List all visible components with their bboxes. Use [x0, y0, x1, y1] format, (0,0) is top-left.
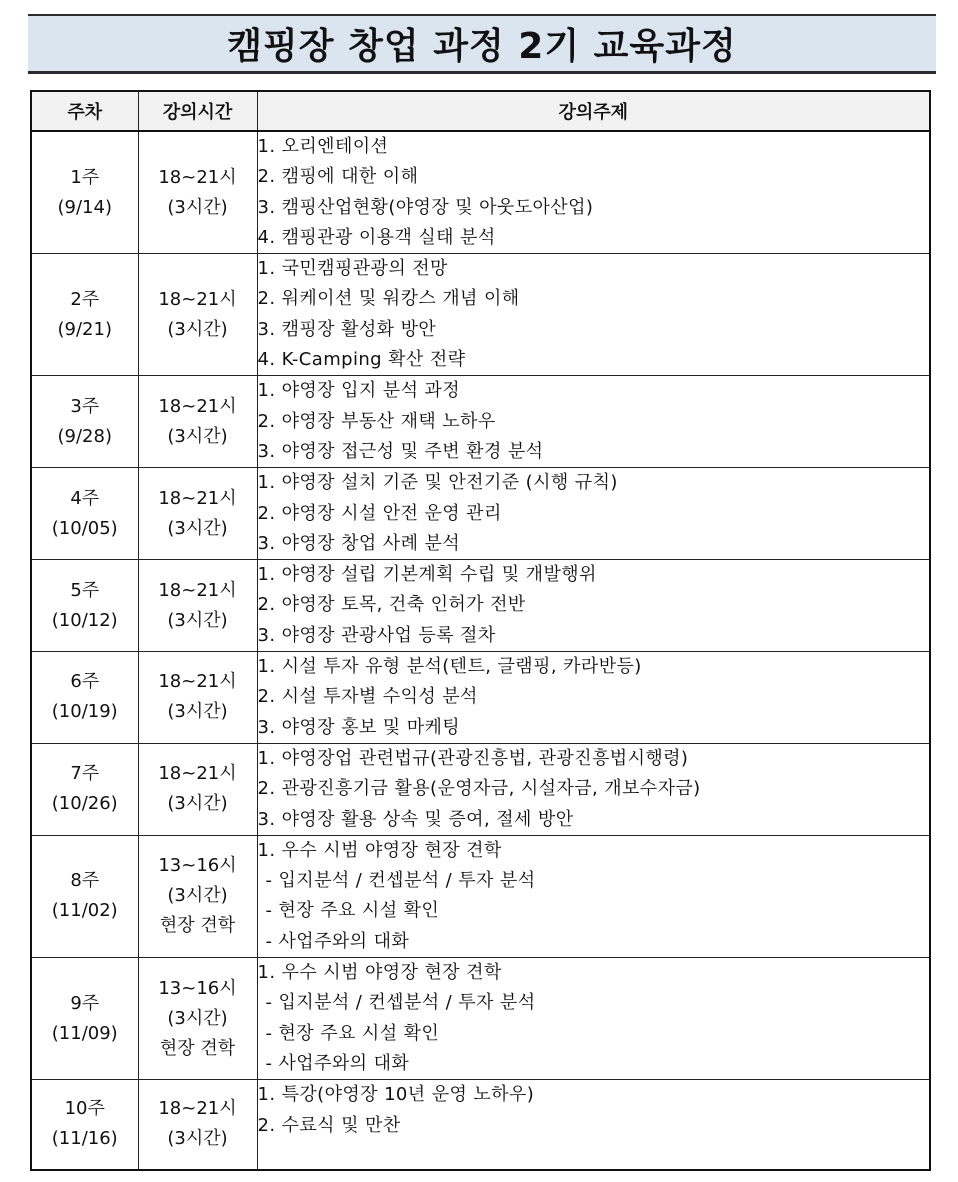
topic-item: 1. 오리엔테이션: [257, 136, 389, 157]
time-line: 18~21시: [158, 1098, 237, 1120]
topic-item: 4. K-Camping 확산 전략: [257, 349, 466, 371]
topic-item: 3. 야영장 창업 사례 분석: [257, 532, 461, 554]
topic-item: 3. 캠핑장 활성화 방안: [257, 318, 437, 340]
topic-item: 2. 야영장 부동산 재택 노하우: [257, 410, 496, 432]
header-time: 강의시간: [138, 91, 257, 131]
topic-item: 3. 야영장 관광사업 등록 절차: [257, 624, 496, 646]
topic-item: 2. 수료식 및 만찬: [257, 1114, 401, 1136]
topic-item: 3. 야영장 접근성 및 주변 환경 분석: [257, 440, 544, 462]
week-cell: [31, 131, 138, 254]
table-row: [31, 376, 930, 468]
table-row: [31, 835, 930, 957]
topic-item: - 현장 주요 시설 확인: [265, 1022, 440, 1044]
time-line: (3시간): [167, 517, 228, 539]
week-date: (11/02): [51, 900, 118, 922]
topic-item: - 현장 주요 시설 확인: [265, 900, 440, 922]
time-cell: [138, 1080, 257, 1170]
topic-item: 3. 야영장 홍보 및 마케팅: [257, 716, 461, 738]
table-row: [31, 254, 930, 376]
topic-item: 4. 캠핑관광 이용객 실태 분석: [257, 226, 496, 248]
week-label: 8주: [70, 870, 100, 892]
time-line: 13~16시: [158, 855, 237, 877]
time-line: (3시간): [167, 885, 228, 907]
topic-item: - 사업주와의 대화: [265, 930, 410, 952]
time-cell: [138, 560, 257, 652]
week-label: 5주: [70, 579, 100, 601]
week-date: (11/09): [51, 1022, 118, 1044]
topic-item: 3. 캠핑산업현황(야영장 및 아웃도아산업): [257, 196, 594, 218]
time-line: 18~21시: [158, 579, 237, 601]
week-date: (10/12): [51, 609, 118, 631]
time-line: 18~21시: [158, 395, 237, 417]
time-cell: [138, 254, 257, 376]
topic-item: 1. 우수 시범 야영장 현장 견학: [257, 839, 502, 861]
topic-cell: [257, 560, 930, 652]
week-label: 3주: [70, 395, 100, 417]
time-line: 18~21시: [158, 487, 237, 509]
time-line: (3시간): [167, 793, 228, 815]
topic-cell: [257, 254, 930, 376]
topic-item: 2. 워케이션 및 워캉스 개념 이해: [257, 288, 520, 310]
week-cell: [31, 376, 138, 468]
week-label: 9주: [70, 992, 100, 1014]
week-date: (10/19): [51, 701, 118, 723]
table-row: [31, 1080, 930, 1170]
time-cell: [138, 743, 257, 835]
time-line: 13~16시: [158, 977, 237, 999]
week-label: 2주: [70, 288, 100, 310]
topic-item: 1. 국민캠핑관광의 전망: [257, 258, 448, 280]
table-row: [31, 958, 930, 1080]
time-line: (3시간): [167, 701, 228, 723]
table-row: [31, 743, 930, 835]
week-date: (10/05): [51, 517, 118, 539]
topic-item: 1. 야영장 설립 기본계획 수립 및 개발행위: [257, 564, 597, 586]
topic-item: 2. 야영장 토목, 건축 인허가 전반: [257, 594, 526, 616]
topic-item: - 입지분석 / 컨셉분석 / 투자 분석: [265, 992, 536, 1014]
topic-item: - 사업주와의 대화: [265, 1052, 410, 1074]
title-banner: [28, 14, 936, 74]
week-cell: [31, 468, 138, 560]
topic-item: 1. 시설 투자 유형 분석(텐트, 글램핑, 카라반등): [257, 656, 642, 678]
header-row: [31, 91, 930, 131]
header-week: 주차: [31, 91, 138, 131]
time-cell: [138, 835, 257, 957]
time-line: (3시간): [167, 196, 228, 218]
topic-item: 1. 우수 시범 야영장 현장 견학: [257, 962, 502, 984]
topic-cell: [257, 131, 930, 254]
time-line: 18~21시: [158, 763, 237, 785]
time-line: 18~21시: [158, 671, 237, 693]
week-label: 4주: [70, 487, 100, 509]
schedule-table: [30, 90, 931, 1171]
week-cell: [31, 254, 138, 376]
topic-item: 1. 야영장업 관련법규(관광진흥법, 관광진흥법시행령): [257, 747, 689, 769]
week-cell: [31, 835, 138, 957]
time-cell: [138, 468, 257, 560]
table-row: [31, 131, 930, 254]
time-line: (3시간): [167, 425, 228, 447]
topic-cell: [257, 376, 930, 468]
time-line: 현장 견학: [159, 1037, 236, 1059]
topic-item: 2. 시설 투자별 수익성 분석: [257, 686, 478, 708]
topic-cell: [257, 743, 930, 835]
table-row: [31, 468, 930, 560]
page-title: 캠핑장 창업 과정 2기 교육과정: [227, 26, 737, 67]
time-line: 현장 견학: [159, 915, 236, 937]
topic-item: 2. 캠핑에 대한 이해: [257, 166, 419, 188]
week-label: 7주: [70, 763, 100, 785]
topic-item: 2. 관광진흥기금 활용(운영자금, 시설자금, 개보수자금): [257, 778, 701, 800]
time-line: 18~21시: [158, 166, 237, 188]
time-cell: [138, 652, 257, 744]
topic-cell: [257, 835, 930, 957]
week-cell: [31, 560, 138, 652]
topic-item: 3. 야영장 활용 상속 및 증여, 절세 방안: [257, 808, 574, 830]
week-cell: [31, 1080, 138, 1170]
time-line: (3시간): [167, 1128, 228, 1150]
topic-cell: [257, 958, 930, 1080]
week-date: (11/16): [51, 1128, 118, 1150]
topic-cell: [257, 652, 930, 744]
topic-item: 2. 야영장 시설 안전 운영 관리: [257, 502, 502, 524]
week-date: (10/26): [51, 793, 118, 815]
time-cell: [138, 376, 257, 468]
week-date: (9/21): [57, 318, 112, 340]
topic-cell: [257, 468, 930, 560]
week-cell: [31, 743, 138, 835]
week-label: 10주: [64, 1098, 105, 1120]
time-cell: [138, 131, 257, 254]
time-line: (3시간): [167, 609, 228, 631]
week-date: (9/28): [57, 425, 112, 447]
table-row: [31, 560, 930, 652]
week-cell: [31, 958, 138, 1080]
schedule-body: [31, 131, 930, 1170]
topic-cell: [257, 1080, 930, 1170]
topic-item: 1. 야영장 설치 기준 및 안전기준 (시행 규칙): [257, 472, 618, 494]
time-cell: [138, 958, 257, 1080]
week-date: (9/14): [57, 196, 112, 218]
week-label: 6주: [70, 671, 100, 693]
time-line: (3시간): [167, 1007, 228, 1029]
week-cell: [31, 652, 138, 744]
time-line: (3시간): [167, 318, 228, 340]
table-row: [31, 652, 930, 744]
time-line: 18~21시: [158, 288, 237, 310]
header-topic: 강의주제: [257, 91, 930, 131]
topic-item: - 입지분석 / 컨셉분석 / 투자 분석: [265, 870, 536, 892]
topic-item: 1. 야영장 입지 분석 과정: [257, 380, 461, 402]
week-label: 1주: [70, 166, 100, 188]
topic-item: 1. 특강(야영장 10년 운영 노하우): [257, 1084, 535, 1106]
